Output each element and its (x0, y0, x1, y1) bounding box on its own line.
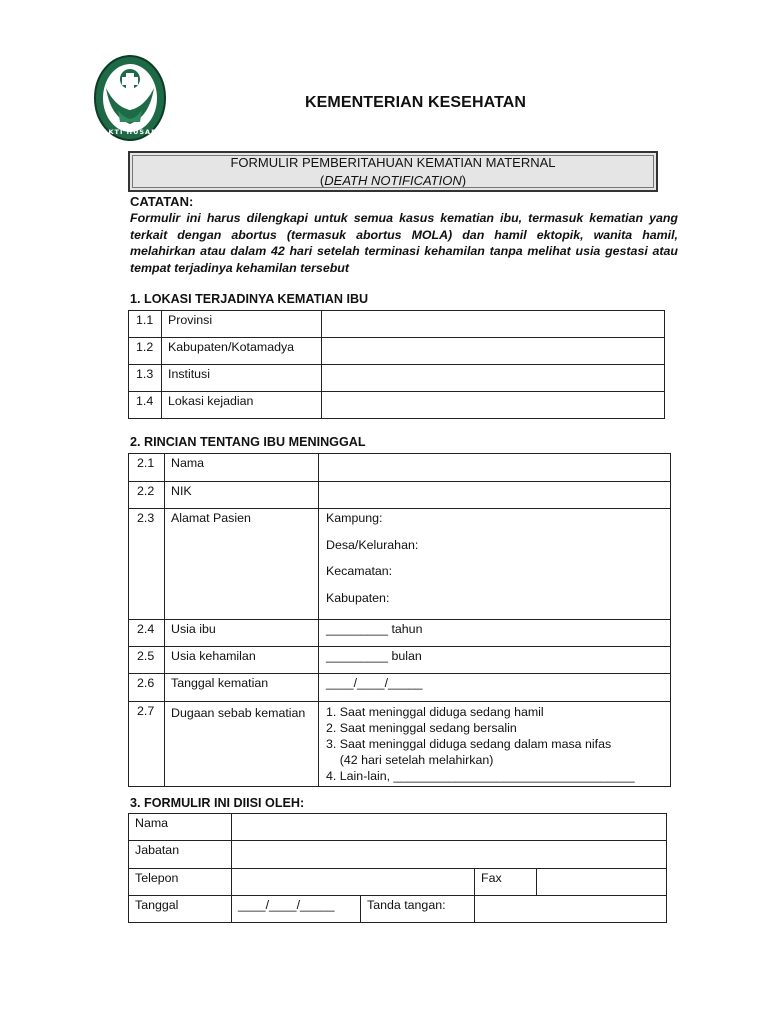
table-row (129, 509, 671, 620)
section3-table (128, 813, 667, 923)
nama-ibu-field[interactable] (319, 454, 671, 482)
alamat-field[interactable] (319, 509, 671, 620)
table-row (129, 620, 671, 647)
tanda-tangan-label: Tanda tangan: (361, 896, 475, 923)
catatan-heading: CATATAN: (130, 194, 194, 209)
row-label: Alamat Pasien (165, 509, 319, 620)
row-number: 2.1 (129, 454, 165, 482)
tanda-tangan-field[interactable] (475, 896, 667, 923)
row-number: 1.1 (129, 311, 162, 338)
row-number: 2.5 (129, 647, 165, 674)
cause-option[interactable]: 1. Saat meninggal diduga sedang hamil (326, 705, 544, 719)
pengisi-nama-field[interactable] (232, 814, 667, 841)
row-number: 2.6 (129, 674, 165, 702)
table-row (129, 647, 671, 674)
table-row (129, 454, 671, 482)
kabupaten-field[interactable] (322, 338, 665, 365)
table-row (129, 392, 665, 419)
table-row (129, 338, 665, 365)
address-line-kabupaten: Kabupaten: (326, 590, 390, 605)
address-line-desa: Desa/Kelurahan: (326, 537, 419, 552)
form-title-line2: (DEATH NOTIFICATION) (319, 173, 467, 188)
tanggal-field[interactable]: ____/____/_____ (232, 896, 361, 923)
row-number: 2.4 (129, 620, 165, 647)
row-label: Dugaan sebab kematian (165, 702, 319, 787)
cause-option[interactable]: 4. Lain-lain, ___________________________________ (326, 769, 635, 783)
lokasi-kejadian-field[interactable] (322, 392, 665, 419)
row-label: Nama (129, 814, 232, 841)
svg-text:BAKTI HUSADA: BAKTI HUSADA (96, 128, 164, 136)
table-row (129, 896, 667, 923)
row-label: Institusi (162, 365, 322, 392)
row-label: Provinsi (162, 311, 322, 338)
fax-label: Fax (475, 869, 537, 896)
page-title: KEMENTERIAN KESEHATAN (305, 94, 527, 111)
section2-table (128, 453, 671, 787)
form-title-box (128, 151, 658, 192)
row-number: 2.3 (129, 509, 165, 620)
table-row (129, 365, 665, 392)
row-label: Tanggal kematian (165, 674, 319, 702)
section1-heading: 1. LOKASI TERJADINYA KEMATIAN IBU (130, 292, 369, 306)
section1-table (128, 310, 665, 419)
provinsi-field[interactable] (322, 311, 665, 338)
dugaan-sebab-field (319, 702, 671, 787)
fax-field[interactable] (537, 869, 667, 896)
catatan-body: Formulir ini harus dilengkapi untuk semua kasus kematian ibu, termasuk kematian yang terkait dengan abortus (termasuk abortus MOLA) dan hamil ektopik, wanita hamil, melahirkan atau dalam 42 hari setelah terminasi kehamilan tanpa melihat usia gestasi atau tempat terjadinya kehamilan tersebut (130, 211, 678, 275)
table-row (129, 841, 667, 869)
nik-field[interactable] (319, 482, 671, 509)
institusi-field[interactable] (322, 365, 665, 392)
table-row (129, 869, 667, 896)
row-label: Usia ibu (165, 620, 319, 647)
tanggal-kematian-field[interactable]: ____/____/_____ (319, 674, 671, 702)
table-row (129, 674, 671, 702)
telepon-field[interactable] (232, 869, 475, 896)
row-label: Lokasi kejadian (162, 392, 322, 419)
row-label: Tanggal (129, 896, 232, 923)
row-label: Kabupaten/Kotamadya (162, 338, 322, 365)
cause-option-note: (42 hari setelah melahirkan) (326, 753, 494, 767)
address-line-kampung: Kampung: (326, 511, 383, 525)
row-label: Jabatan (129, 841, 232, 869)
table-row (129, 702, 671, 787)
cause-option[interactable]: 3. Saat meninggal diduga sedang dalam masa nifas (326, 737, 612, 751)
jabatan-field[interactable] (232, 841, 667, 869)
table-row (129, 311, 665, 338)
row-label: NIK (165, 482, 319, 509)
form-title-line1: FORMULIR PEMBERITAHUAN KEMATIAN MATERNAL (230, 155, 556, 170)
usia-ibu-field[interactable]: _________ tahun (319, 620, 671, 647)
section2-heading: 2. RINCIAN TENTANG IBU MENINGGAL (130, 435, 366, 449)
row-number: 1.2 (129, 338, 162, 365)
section3-heading: 3. FORMULIR INI DIISI OLEH: (130, 796, 305, 810)
address-line-kecamatan: Kecamatan: (326, 564, 393, 578)
row-number: 2.2 (129, 482, 165, 509)
row-number: 1.4 (129, 392, 162, 419)
row-number: 1.3 (129, 365, 162, 392)
row-label: Nama (165, 454, 319, 482)
usia-kehamilan-field[interactable]: _________ bulan (319, 647, 671, 674)
row-label: Telepon (129, 869, 232, 896)
cause-option[interactable]: 2. Saat meninggal sedang bersalin (326, 721, 517, 735)
row-number: 2.7 (129, 702, 165, 787)
bakti-husada-logo (92, 54, 168, 144)
table-row (129, 482, 671, 509)
table-row (129, 814, 667, 841)
row-label: Usia kehamilan (165, 647, 319, 674)
